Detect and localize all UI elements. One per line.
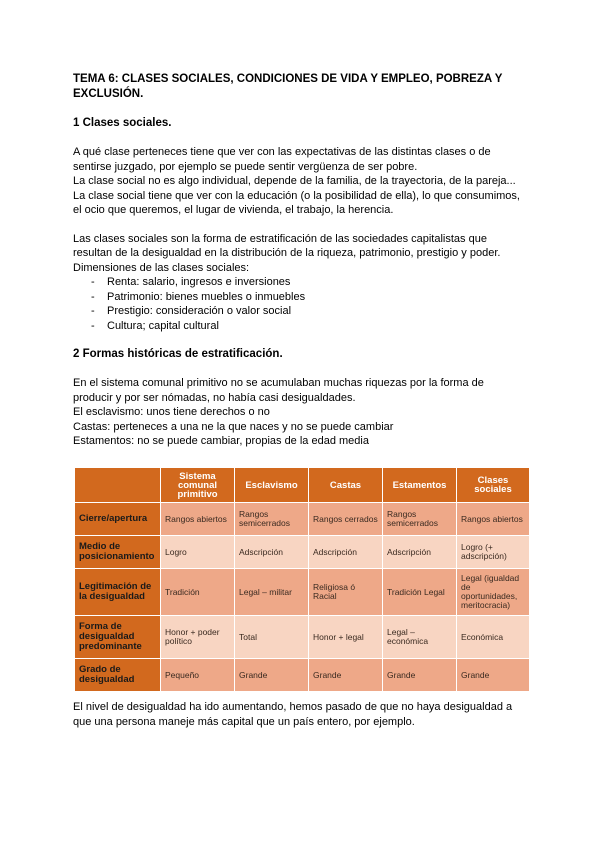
stratification-table [74, 467, 530, 692]
text-line: sentirse juzgado, por ejemplo se puede sentir vergüenza de ser pobre. [73, 160, 418, 173]
table-cell: Adscripción [309, 536, 383, 569]
document-body [73, 72, 533, 449]
section-1-paragraph-1 [73, 145, 533, 218]
table-cell: Rangos abiertos [457, 503, 530, 536]
dimensions-list [73, 275, 533, 333]
table-cell: Legal – económica [383, 616, 457, 659]
column-header: Clases sociales [457, 468, 530, 503]
table-cell: Grande [383, 659, 457, 692]
table-cell: Grande [309, 659, 383, 692]
column-header: Castas [309, 468, 383, 503]
list-item: - Prestigio: consideración o valor social [91, 304, 533, 319]
text-line: La clase social tiene que ver con la educación (o la posibilidad de ella), lo que consumimos, [73, 189, 520, 202]
table-cell: Económica [457, 616, 530, 659]
table-cell: Rangos abiertos [161, 503, 235, 536]
table-cell: Pequeño [161, 659, 235, 692]
section-1-paragraph-2 [73, 232, 533, 276]
column-header: Sistema comunal primitivo [161, 468, 235, 503]
table-cell: Legal – militar [235, 569, 309, 616]
table-cell: Adscripción [383, 536, 457, 569]
table-cell: Logro [161, 536, 235, 569]
table-cell: Grande [457, 659, 530, 692]
row-header: Forma de desigualdad predominante [75, 616, 161, 659]
text-line: el ocio que queremos, el lugar de vivienda, el trabajo, la herencia. [73, 204, 394, 216]
text-line: En el sistema comunal primitivo no se acumulaban muchas riquezas por la forma de [73, 377, 484, 389]
text-line: La clase social no es algo individual, depende de la familia, de la trayectoria, de la pareja... [73, 175, 516, 187]
table-cell: Tradición Legal [383, 569, 457, 616]
table-row [75, 503, 530, 536]
section-2-paragraph-1 [73, 376, 533, 449]
text-line: que una persona maneje más capital que un país entero, por ejemplo. [73, 715, 415, 728]
table-cell: Total [235, 616, 309, 659]
table-cell: Religiosa ó Racial [309, 569, 383, 616]
text-line: El esclavismo: unos tiene derechos o no [73, 406, 270, 418]
list-item: - Cultura; capital cultural [91, 319, 533, 334]
table-cell: Rangos semicerrados [383, 503, 457, 536]
row-header: Legitimación de la desigualdad [75, 569, 161, 616]
text-line: Las clases sociales son la forma de estratificación de las sociedades capitalistas que [73, 232, 487, 245]
table-header-row [75, 468, 530, 503]
table-cell: Adscripción [235, 536, 309, 569]
table-cell: Honor + legal [309, 616, 383, 659]
column-header: Esclavismo [235, 468, 309, 503]
table-cell: Tradición [161, 569, 235, 616]
list-item: - Renta: salario, ingresos e inversiones [91, 275, 533, 290]
text-line: El nivel de desigualdad ha ido aumentando, hemos pasado de que no haya desigualdad a [73, 701, 513, 713]
row-header: Medio de posicionamiento [75, 536, 161, 569]
table-cell: Grande [235, 659, 309, 692]
table-row [75, 616, 530, 659]
text-line: Castas: perteneces a una ne la que naces y no se puede cambiar [73, 420, 394, 433]
table-row [75, 536, 530, 569]
document-title: TEMA 6: CLASES SOCIALES, CONDICIONES DE VIDA Y EMPLEO, POBREZA Y EXCLUSIÓN. [73, 73, 503, 100]
table-cell: Legal (igualdad de oportunidades, meritocracia) [457, 569, 530, 616]
closing-paragraph [73, 700, 533, 729]
list-item: - Patrimonio: bienes muebles o inmuebles [91, 290, 533, 305]
section-2-heading: 2 Formas históricas de estratificación. [73, 348, 283, 360]
row-header: Cierre/apertura [75, 503, 161, 536]
table-row [75, 659, 530, 692]
text-line: Estamentos: no se puede cambiar, propias de la edad media [73, 435, 369, 447]
text-line: Dimensiones de las clases sociales: [73, 261, 250, 274]
row-header: Grado de desigualdad [75, 659, 161, 692]
table-cell: Honor + poder político [161, 616, 235, 659]
text-line: A qué clase perteneces tiene que ver con las expectativas de las distintas clases o de [73, 146, 491, 158]
table-cell: Rangos semicerrados [235, 503, 309, 536]
text-line: resultan de la desigualdad en la distribución de la riqueza, patrimonio, prestigio y poder. [73, 247, 501, 259]
table-corner-cell [75, 468, 161, 503]
section-1-heading: 1 Clases sociales. [73, 117, 172, 129]
table-row [75, 569, 530, 616]
table-cell: Logro (+ adscripción) [457, 536, 530, 569]
text-line: producir y por ser nómadas, no había casi desigualdades. [73, 391, 356, 404]
table-cell: Rangos cerrados [309, 503, 383, 536]
column-header: Estamentos [383, 468, 457, 503]
